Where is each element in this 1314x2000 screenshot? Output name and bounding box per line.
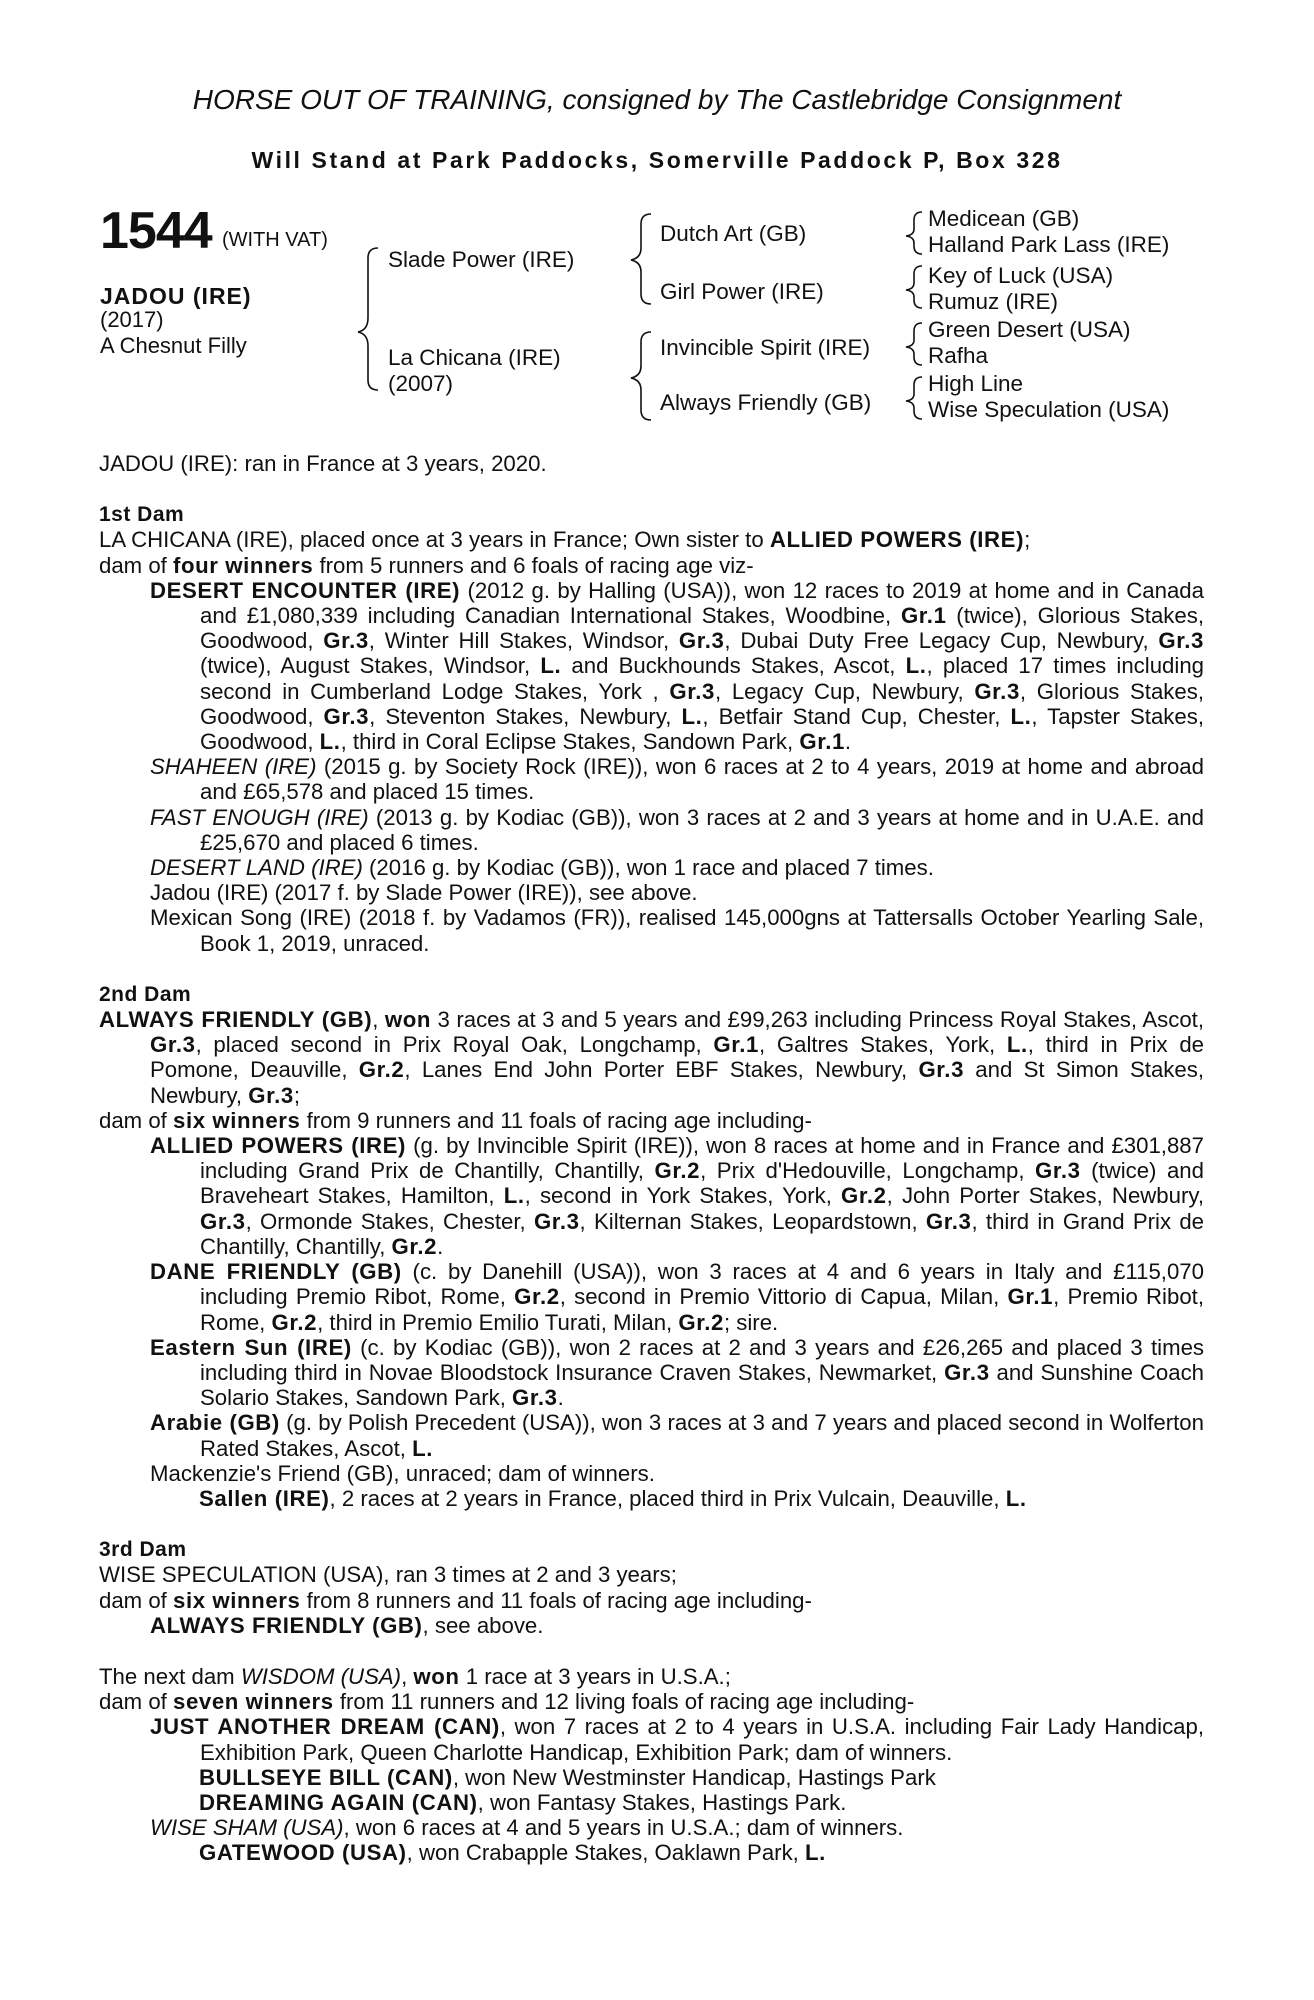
pedigree-bracket-main [0,0,1314,420]
progeny-mackenzies-friend: Mackenzie's Friend (GB), unraced; dam of winners. [150,1460,655,1486]
progeny-wise-sham: WISE SHAM (USA), won 6 races at 4 and 5 years in U.S.A.; dam of winners. [150,1815,904,1841]
pedigree-sd-dam: Rumuz (IRE) [928,289,1059,314]
racing-summary: JADOU (IRE): ran in France at 3 years, 2020. [99,451,547,476]
progeny-fast-enough: FAST ENOUGH (IRE) (2013 g. by Kodiac (GB)), won 3 races at 2 and 3 years at home and in U.A.E. and £25,670 and placed 6 times. [150,804,1204,855]
bracket-gen3-a [906,212,922,254]
first-dam-heading: 1st Dam [99,503,185,527]
progeny-allied-powers: ALLIED POWERS (IRE) (g. by Invincible Spirit (IRE)), won 8 races at home and in France and £301,887 including Grand Prix de Chantilly, Chantilly, Gr.2, Prix d'Hedouville, Longchamp, Gr.3 (twice) and Braveheart Stakes, Hamilton, L., second in York Stakes, York, Gr.2, John Porter Stakes, Newbury, Gr.3, Ormonde Stakes, Chester, Gr.3, Kilternan Stakes, Leopardstown, Gr.3, third in Grand Prix de Chantilly, Chantilly, Gr.2. [150,1133,1204,1259]
horse-description: A Chesnut Filly [100,333,247,358]
lot-number: 1544 [100,202,212,260]
second-dam-intro: ALWAYS FRIENDLY (GB), won 3 races at 3 and 5 years and £99,263 including Princess Royal Stakes, Ascot, Gr.3, placed second in Prix Royal Oak, Longchamp, Gr.1, Galtres Stakes, York, L., third in Prix de Pomone, Deauville, Gr.2, Lanes End John Porter EBF Stakes, Newbury, Gr.3 and St Simon Stakes, Newbury, Gr.3; [99,1007,1204,1108]
bracket-gen2-sire [631,214,651,304]
progeny-arabie: Arabie (GB) (g. by Polish Precedent (USA)), won 3 races at 3 and 7 years and placed second in Wolferton Rated Stakes, Ascot, L. [150,1410,1204,1461]
progeny-bullseye-bill: BULLSEYE BILL (CAN), won New Westminster Handicap, Hastings Park [199,1764,936,1790]
progeny-desert-encounter: DESERT ENCOUNTER (IRE) (2012 g. by Halling (USA)), won 12 races to 2019 at home and in Canada and £1,080,339 including Canadian International Stakes, Woodbine, Gr.1 (twice), Glorious Stakes, Goodwood, Gr.3, Winter Hill Stakes, Windsor, Gr.3, Dubai Duty Free Legacy Cup, Newbury, Gr.3 (twice), August Stakes, Windsor, L. and Buckhounds Stakes, Ascot, L., placed 17 times including second in Cumberland Lodge Stakes, York , Gr.3, Legacy Cup, Newbury, Gr.3, Glorious Stakes, Goodwood, Gr.3, Steventon Stakes, Newbury, L., Betfair Stand Cup, Chester, L., Tapster Stakes, Goodwood, L., third in Coral Eclipse Stakes, Sandown Park, Gr.1. [150,577,1205,755]
pedigree-sire-sire: Dutch Art (GB) [660,221,807,246]
progeny-just-another-dream: JUST ANOTHER DREAM (CAN), won 7 races at 2 to 4 years in U.S.A. including Fair Lady Handicap, Exhibition Park, Queen Charlotte Handicap, Exhibition Park; dam of winners. [150,1714,1205,1765]
catalogue-body [99,451,1204,1866]
bracket-gen3-c [906,323,922,365]
pedigree-ss-sire: Medicean (GB) [928,206,1080,231]
horse-name: JADOU (IRE) [100,283,252,309]
third-dam-intro: WISE SPECULATION (USA), ran 3 times at 2 and 3 years; [99,1562,677,1588]
pedigree-dd-sire: High Line [928,371,1024,396]
bracket-gen2-dam [631,332,651,420]
progeny-gatewood: GATEWOOD (USA), won Crabapple Stakes, Oaklawn Park, L. [199,1840,826,1866]
first-dam-intro: LA CHICANA (IRE), placed once at 3 years in France; Own sister to ALLIED POWERS (IRE); dam of four winners from 5 runners and 6 foals of racing age viz- [99,527,1031,578]
stand-location: Will Stand at Park Paddocks, Somerville Paddock P, Box 328 [251,147,1063,173]
foaling-year: (2017) [100,307,164,332]
progeny-always-friendly: ALWAYS FRIENDLY (GB), see above. [150,1612,544,1638]
pedigree-ss-dam: Halland Park Lass (IRE) [928,232,1170,257]
pedigree-ds-dam: Rafha [928,343,989,368]
pedigree-dam-dam: Always Friendly (GB) [660,390,872,415]
pedigree-ds-sire: Green Desert (USA) [928,317,1131,342]
progeny-dane-friendly: DANE FRIENDLY (GB) (c. by Danehill (USA)), won 3 races at 4 and 6 years in Italy and £115,070 including Premio Ribot, Rome, Gr.2, second in Premio Vittorio di Capua, Milan, Gr.1, Premio Ribot, Rome, Gr.2, third in Premio Emilio Turati, Milan, Gr.2; sire. [150,1259,1204,1335]
pedigree-dam-year: (2007) [388,371,454,396]
next-dam-produce: dam of seven winners from 11 runners and 12 living foals of racing age including- [99,1689,915,1715]
progeny-jadou: Jadou (IRE) (2017 f. by Slade Power (IRE)), see above. [150,880,698,906]
pedigree-sire-dam: Girl Power (IRE) [660,279,824,304]
third-dam-produce: dam of six winners from 8 runners and 11 foals of racing age including- [99,1587,812,1613]
second-dam-heading: 2nd Dam [99,982,192,1006]
progeny-dreaming-again: DREAMING AGAIN (CAN), won Fantasy Stakes, Hastings Park. [199,1789,847,1815]
pedigree-dd-dam: Wise Speculation (USA) [928,397,1170,422]
bracket-gen1 [358,248,378,390]
pedigree-dam-sire: Invincible Spirit (IRE) [660,335,871,360]
vat-note: (WITH VAT) [222,229,328,251]
progeny-desert-land: DESERT LAND (IRE) (2016 g. by Kodiac (GB)), won 1 race and placed 7 times. [150,855,934,881]
progeny-eastern-sun: Eastern Sun (IRE) (c. by Kodiac (GB)), won 2 races at 2 and 3 years and £26,265 and placed 3 times including third in Novae Bloodstock Insurance Craven Stakes, Newmarket, Gr.3 and Sunshine Coach Solario Stakes, Sandown Park, Gr.3. [150,1334,1205,1411]
progeny-sallen: Sallen (IRE), 2 races at 2 years in France, placed third in Prix Vulcain, Deauville, L. [199,1485,1027,1511]
pedigree-dam: La Chicana (IRE) [388,345,561,370]
pedigree-sire: Slade Power (IRE) [388,247,575,272]
catalogue-title: HORSE OUT OF TRAINING, consigned by The Castlebridge Consignment [192,84,1122,115]
bracket-gen3-b [906,266,922,308]
bracket-gen3-d [906,377,922,419]
progeny-mexican-song: Mexican Song (IRE) (2018 f. by Vadamos (FR)), realised 145,000gns at Tattersalls October Yearling Sale, Book 1, 2019, unraced. [150,905,1204,956]
second-dam-produce: dam of six winners from 9 runners and 11 foals of racing age including- [99,1107,812,1133]
next-dam-intro: The next dam WISDOM (USA), won 1 race at 3 years in U.S.A.; [99,1663,731,1689]
pedigree-sd-sire: Key of Luck (USA) [928,263,1114,288]
third-dam-heading: 3rd Dam [99,1538,187,1562]
progeny-shaheen: SHAHEEN (IRE) (2015 g. by Society Rock (IRE)), won 6 races at 2 to 4 years, 2019 at home and abroad and £65,578 and placed 15 times. [150,754,1204,805]
